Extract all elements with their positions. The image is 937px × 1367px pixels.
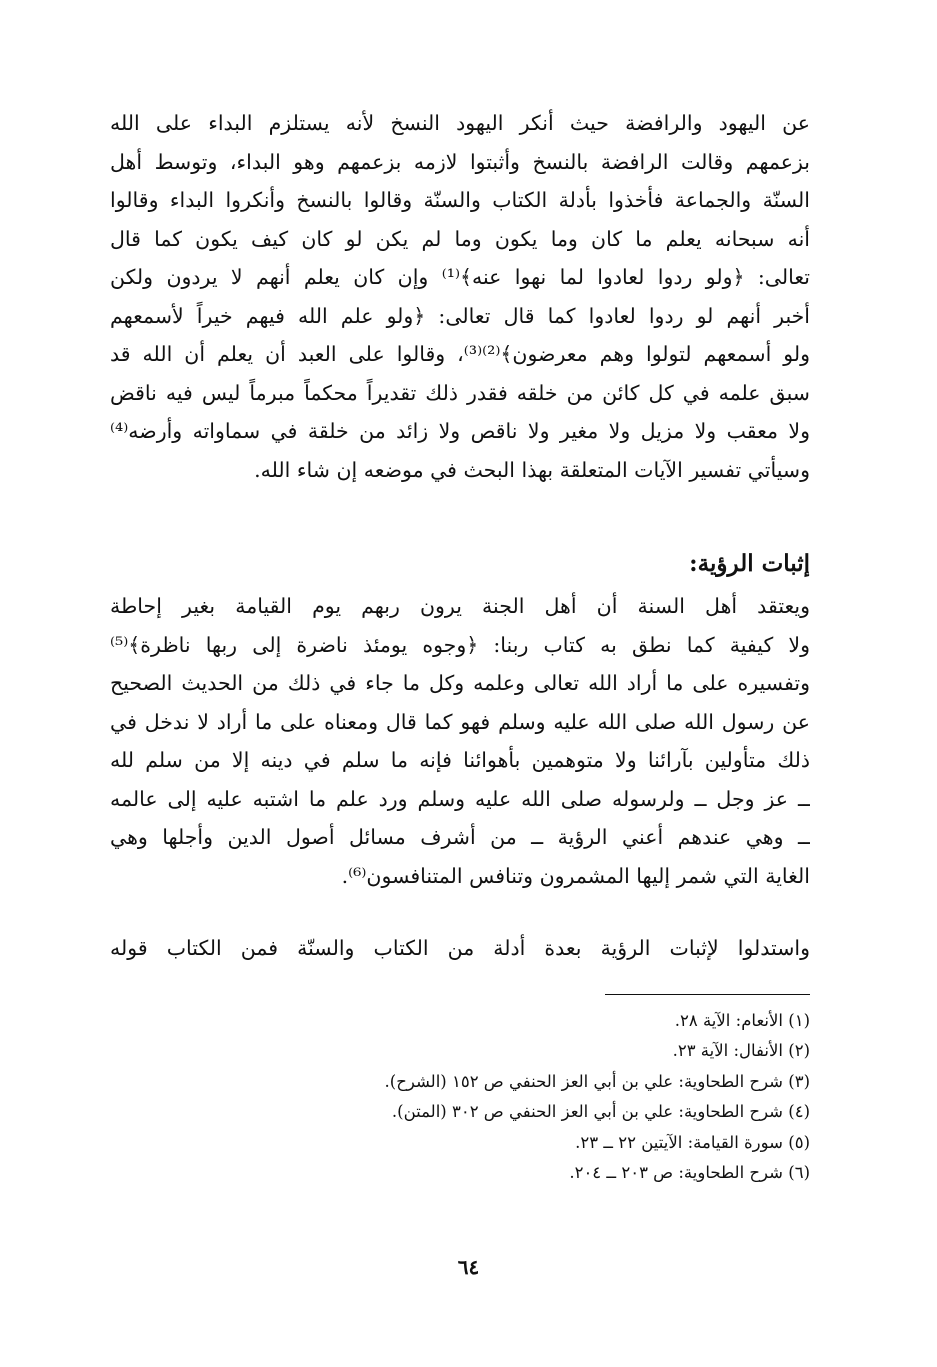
section-line: ذلك متأولين بآرائنا ولا متوهمين بأهوائنا فإنه ما سلم في دينه إلا من سلم لله <box>110 748 810 772</box>
section-line: ــ عز وجل ــ ولرسوله صلى الله عليه وسلم ورد علم ما اشتبه عليه إلى عالمه <box>110 786 810 811</box>
closing-line: واستدلوا لإثبات الرؤية بعدة أدلة من الكتاب والسنّة فمن الكتاب قوله <box>110 936 810 960</box>
body-line: عن اليهود والرافضة حيث أنكر اليهود النسخ لأنه يستلزم البداء على الله <box>110 111 810 135</box>
page-number: ٦٤ <box>457 1255 480 1279</box>
footnote: (٢) الأنفال: الآية ٢٣. <box>672 1041 810 1061</box>
section-line: ــ وهي عندهم أعني الرؤية ــ من أشرف مسائل أصول الدين وأجلها وهي <box>110 825 810 849</box>
closing-paragraph <box>110 929 810 968</box>
section-heading: إثبات الرؤية: <box>689 550 810 577</box>
body-line: أخبر أنهم لو ردوا لعادوا كما قال تعالى: ﴿ولو علم الله فيهم خيراً لأسمعهم <box>110 303 810 328</box>
footnote-separator <box>605 994 810 995</box>
footnote: (٣) شرح الطحاوية: علي بن أبي العز الحنفي ص ١٥٢ (الشرح). <box>384 1071 810 1091</box>
body-line: أنه سبحانه يعلم ما كان وما يكون وما لم يكن لو كان كيف يكون كما قال <box>110 226 810 251</box>
section-line: عن رسول الله صلى الله عليه وسلم فهو كما قال ومعناه على ما أراد لا ندخل في <box>110 709 810 734</box>
footnotes-list <box>310 1006 810 1188</box>
body-line: ولا معقب ولا مزيل ولا مغير ولا ناقص ولا زائد من خلقة في سماواته وأرضه⁽⁴⁾ <box>110 419 810 443</box>
section-paragraph <box>110 587 810 895</box>
section-line: الغاية التي شمر إليها المشمرون وتنافس المتنافسون⁽⁶⁾. <box>341 863 810 888</box>
body-line: ولو أسمعهم لتولوا وهم معرضون﴾⁽²⁾⁽³⁾، وقالوا على العبد أن يعلم أن الله قد <box>110 342 810 366</box>
body-line: السنّة والجماعة فأخذوا بأدلة الكتاب والسنّة وقالوا بالنسخ وأنكروا البداء وقالوا <box>110 188 810 212</box>
section-line: وتفسيره على ما أراد الله تعالى وعلمه وكل ما جاء في ذلك من الحديث الصحيح <box>110 671 810 695</box>
body-line: وسيأتي تفسير الآيات المتعلقة بهذا البحث في موضعه إن شاء الله. <box>254 457 810 482</box>
section-line: ولا كيفية كما نطق به كتاب ربنا: ﴿وجوه يومئذ ناضرة إلى ربها ناظرة﴾⁽⁵⁾ <box>110 632 810 657</box>
footnote: (١) الأنعام: الآية ٢٨. <box>674 1011 810 1030</box>
body-line: بزعمهم وقالت الرافضة بالنسخ وأثبتوا لازمه بزعمهم وهو البداء، وتوسط أهل <box>110 149 810 174</box>
section-line: ويعتقد أهل السنة أن أهل الجنة يرون ربهم يوم القيامة بغير إحاطة <box>110 594 810 618</box>
body-line: تعالى: ﴿ولو ردوا لعادوا لما نهوا عنه﴾⁽¹⁾ وإن كان يعلم أنهم لا يردون ولكن <box>110 265 810 289</box>
footnote: (٤) شرح الطحاوية: علي بن أبي العز الحنفي ص ٣٠٢ (المتن). <box>391 1102 810 1122</box>
body-line: سبق علمه في كل كائن من خلقه فقدر ذلك تقديراً محكماً مبرماً ليس فيه ناقض <box>110 380 810 405</box>
footnote: (٦) شرح الطحاوية: ص ٢٠٣ ــ ٢٠٤. <box>569 1162 810 1182</box>
footnote: (٥) سورة القيامة: الآيتين ٢٢ ــ ٢٣. <box>575 1132 810 1152</box>
body-paragraph <box>110 104 810 489</box>
